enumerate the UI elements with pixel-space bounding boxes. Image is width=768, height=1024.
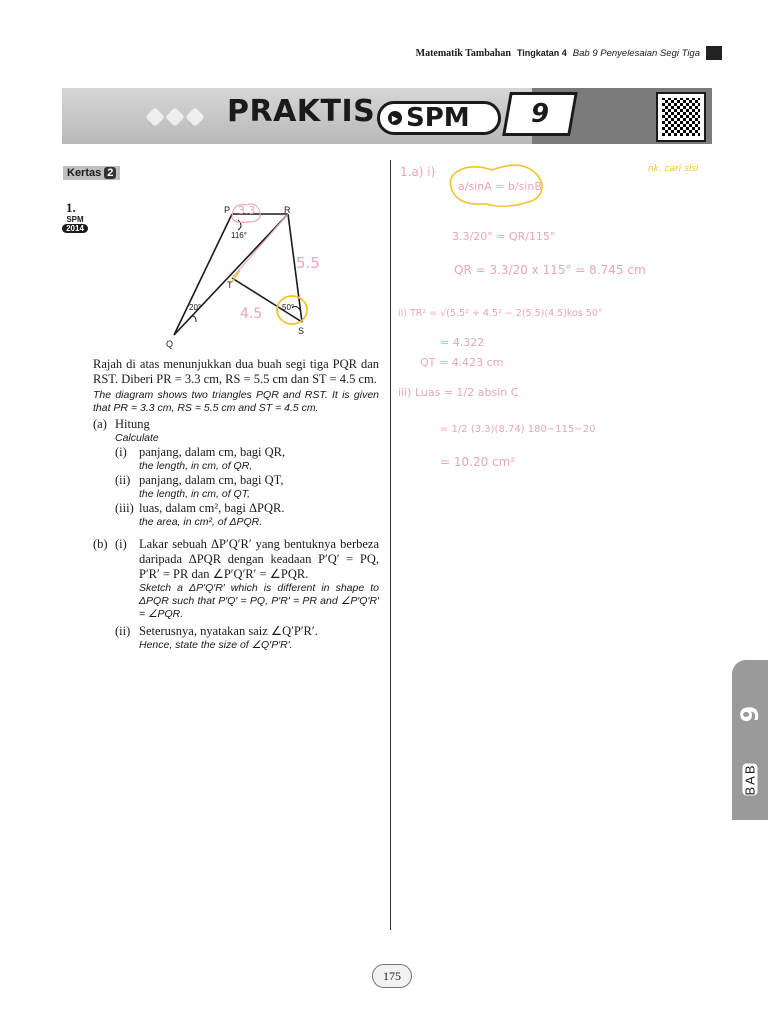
hw-note: nk. cari sisi	[648, 164, 699, 174]
banner-praktis-text: PRAKTIS	[227, 94, 376, 129]
angle-p: 116°	[231, 231, 247, 240]
question-number: 1.	[66, 200, 76, 215]
part-b-item	[115, 537, 379, 621]
chapter-number-box	[502, 92, 578, 136]
part-a-label: (a)	[93, 417, 107, 431]
item-en: Hence, state the size of ∠Q′P′R′.	[139, 639, 293, 651]
praktis-spm-banner	[62, 88, 712, 144]
label-q: Q	[166, 339, 174, 349]
annot-45: 4.5	[240, 306, 263, 322]
item-label: (i)	[115, 445, 127, 459]
banner-dots-icon	[148, 110, 202, 124]
spm-text: SPM	[406, 103, 470, 133]
angle-t: 50°	[282, 303, 295, 312]
side-tab-number: 9	[736, 705, 764, 723]
paper-label-text: Kertas	[67, 167, 102, 179]
spm-year: 2014	[62, 224, 88, 233]
hw-part2c: QT = 4.423 cm	[420, 356, 504, 369]
hw-part2b: = 4.322	[440, 336, 485, 349]
page-number: 175	[372, 964, 412, 988]
side-pq	[174, 214, 232, 335]
hw-sine-rule: a/sinA = b/sinB	[458, 180, 542, 193]
item-ms: panjang, dalam cm, bagi QT,	[139, 473, 284, 487]
label-s: S	[298, 326, 305, 336]
part-b-label: (b)	[93, 537, 108, 551]
item-label: (iii)	[115, 501, 134, 515]
book-title: Matematik Tambahan	[415, 47, 511, 59]
item-en: the area, in cm², of ΔPQR.	[139, 516, 263, 528]
item-ms: panjang, dalam cm, bagi QR,	[139, 445, 286, 459]
triangle-diagram	[160, 200, 360, 350]
part-a	[93, 417, 379, 445]
question-body	[93, 357, 379, 652]
running-head	[416, 46, 722, 60]
label-p: P	[224, 205, 231, 215]
label-r: R	[284, 205, 291, 215]
hw-part3b: = 1/2 (3.3)(8.74) 180−115−20	[440, 424, 596, 435]
intro-en: The diagram shows two triangles PQR and RST. It is given that PR = 3.3 cm, RS = 5.5 cm and ST = 4.5 cm.	[93, 389, 379, 414]
item-label: (ii)	[115, 624, 131, 638]
spm-pill	[377, 101, 501, 135]
item-label: (ii)	[115, 473, 131, 487]
chapter-side-tab	[732, 660, 768, 820]
part-b-item	[115, 624, 379, 652]
hw-part3c: = 10.20 cm²	[440, 455, 516, 469]
part-a-item	[115, 473, 379, 501]
hw-part3: iii) Luas = 1/2 absin C	[398, 386, 519, 399]
item-label: (i)	[115, 537, 127, 551]
part-a-en: Calculate	[115, 432, 159, 444]
paper-label	[63, 166, 120, 180]
chapter-number: 9	[530, 99, 550, 129]
side-tab-label: BAB	[742, 763, 758, 796]
hw-step1: 3.3/20° = QR/115°	[452, 230, 556, 243]
hw-line1: 1.a) i)	[400, 165, 436, 179]
part-b	[93, 537, 379, 652]
column-divider	[390, 160, 391, 930]
part-a-item	[115, 445, 379, 473]
handwritten-working	[396, 160, 726, 480]
part-a-ms: Hitung	[115, 417, 150, 431]
hw-part2: ii) TR² = √(5.5² + 4.5² − 2(5.5)(4.5)kos 50°	[398, 308, 603, 319]
item-en: Sketch a ΔP′Q′R′ which is different in shape to ΔPQR such that P′Q′ = PQ, P′R′ = PR and ∠P′Q′R′ = ∠PQR.	[139, 582, 379, 620]
play-icon: ▶	[388, 111, 402, 125]
publisher-logo-icon	[706, 46, 722, 60]
spm-tag-text: SPM	[66, 215, 84, 224]
annot-55: 5.5	[296, 254, 320, 272]
paper-number: 2	[104, 167, 116, 179]
item-ms: Lakar sebuah ΔP′Q′R′ yang bentuknya berbeza daripada ΔPQR dengan keadaan P′Q′ = PQ, P′R′ = PR dan ∠P′Q′R′ = ∠PQR.	[139, 537, 379, 581]
form-label: Tingkatan 4	[516, 48, 567, 58]
part-a-item	[115, 501, 379, 529]
annot-33: 3.3	[238, 204, 256, 217]
qr-code-icon	[656, 92, 706, 142]
label-t: T	[227, 280, 233, 290]
item-en: the length, in cm, of QT,	[139, 488, 251, 500]
chapter-title: Bab 9 Penyelesaian Segi Tiga	[572, 47, 700, 59]
item-ms: Seterusnya, nyatakan saiz ∠Q′P′R′.	[139, 624, 318, 638]
item-ms: luas, dalam cm², bagi ΔPQR.	[139, 501, 285, 515]
angle-q: 20°	[189, 303, 202, 312]
hw-step2: QR = 3.3/20 x 115° = 8.745 cm	[454, 263, 646, 277]
intro-ms: Rajah di atas menunjukkan dua buah segi tiga PQR dan RST. Diberi PR = 3.3 cm, RS = 5.5 cm dan ST = 4.5 cm.	[93, 357, 379, 386]
item-en: the length, in cm, of QR,	[139, 460, 253, 472]
spm-year-tag	[62, 215, 88, 233]
